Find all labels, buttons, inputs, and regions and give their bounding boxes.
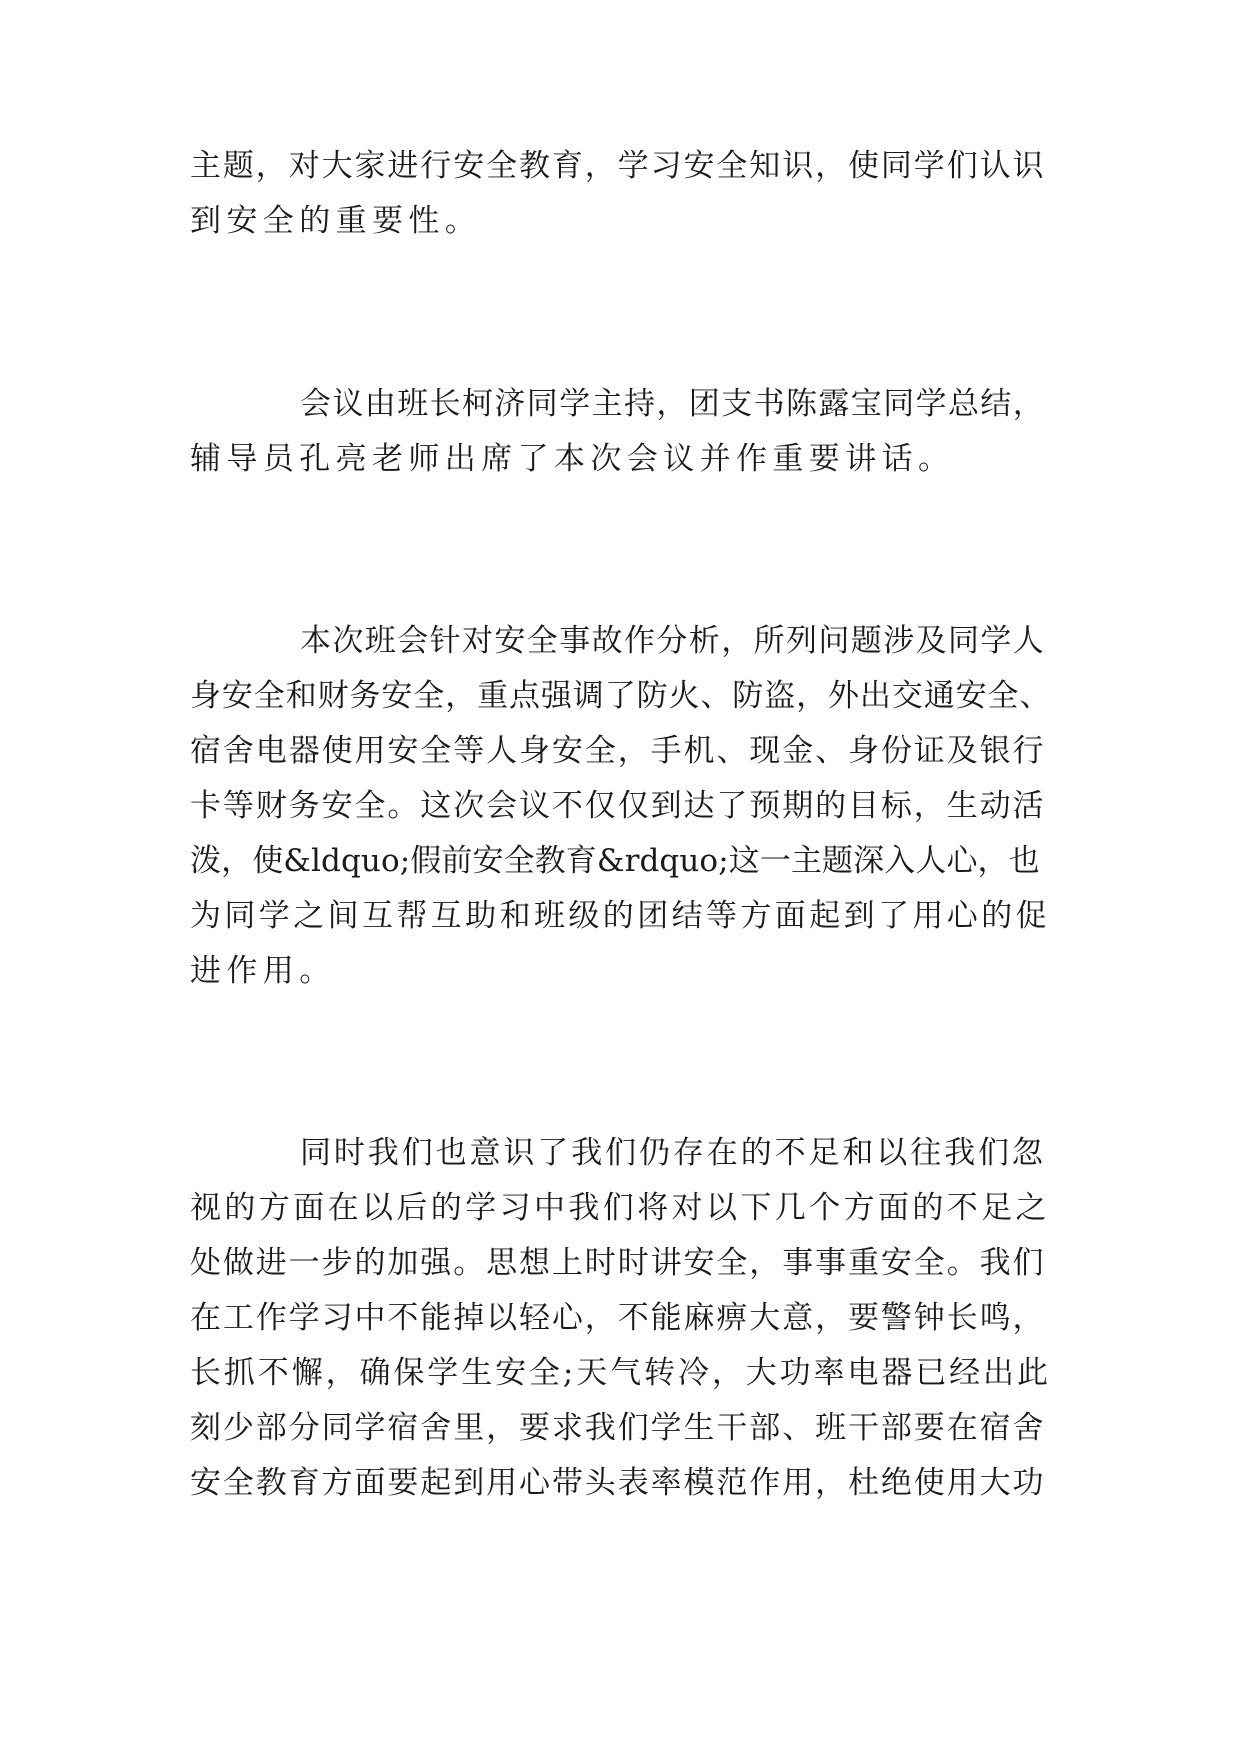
text-line: 到安全的重要性。	[190, 203, 482, 239]
text-line: 处做进一步的加强。思想上时时讲安全，事事重安全。我们	[190, 1245, 1046, 1281]
text-line: 身安全和财务安全，重点强调了防火、防盗，外出交通安全、	[190, 678, 1052, 714]
text-line: 刻少部分同学宿舍里，要求我们学生干部、班干部要在宿舍	[190, 1410, 1046, 1446]
text-line: 卡等财务安全。这次会议不仅仅到达了预期的目标，生动活	[190, 788, 1046, 824]
text-line: 会议由班长柯济同学主持，团支书陈露宝同学总结，	[300, 386, 1046, 422]
text-line: 为同学之间互帮互助和班级的团结等方面起到了用心的促	[190, 898, 1050, 934]
text-line: 长抓不懈，确保学生安全;天气转冷，大功率电器已经出此	[190, 1355, 1051, 1391]
text-line: 在工作学习中不能掉以轻心，不能麻痹大意，要警钟长鸣，	[190, 1300, 1046, 1336]
text-line: 同时我们也意识了我们仍存在的不足和以往我们忽	[300, 1135, 1046, 1171]
text-line: 泼，使&ldquo;假前安全教育&rdquo;这一主题深入人心，也	[190, 843, 1040, 879]
text-line: 本次班会针对安全事故作分析，所列问题涉及同学人	[300, 623, 1046, 659]
text-line: 辅导员孔亮老师出席了本次会议并作重要讲话。	[190, 441, 955, 477]
text-line: 进作用。	[190, 953, 336, 989]
text-line: 视的方面在以后的学习中我们将对以下几个方面的不足之	[190, 1190, 1050, 1226]
text-line: 安全教育方面要起到用心带头表率模范作用，杜绝使用大功	[190, 1465, 1046, 1501]
text-line: 主题，对大家进行安全教育，学习安全知识，使同学们认识	[190, 148, 1046, 184]
text-line: 宿舍电器使用安全等人身安全，手机、现金、身份证及银行	[190, 733, 1046, 769]
